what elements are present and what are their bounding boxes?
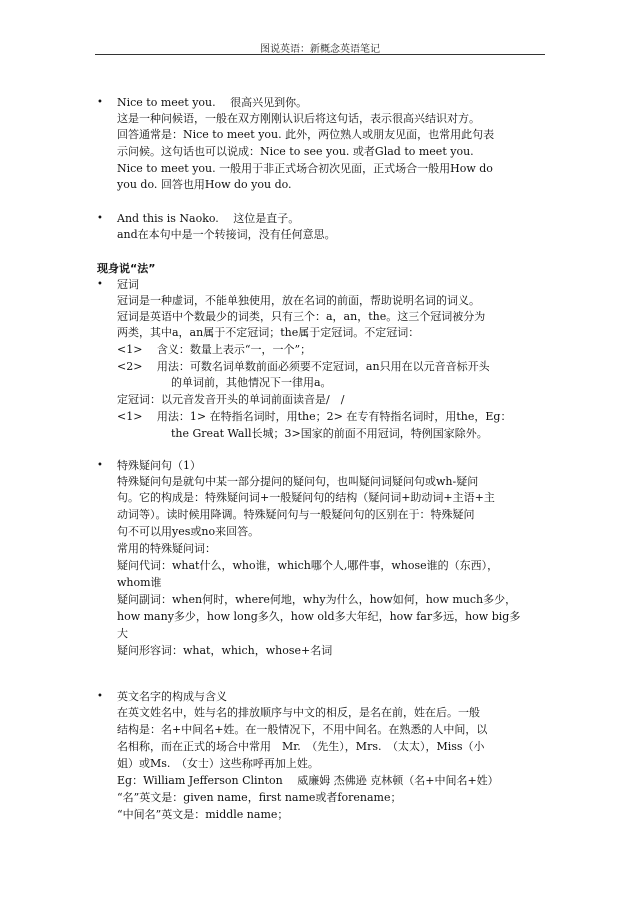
text-line: <1> 用法：1> 在特指名词时，用the；2> 在专有特指名词时，用the，Eg： [117, 410, 512, 423]
text-line: <1> 含义：数量上表示“一，一个”； [117, 343, 312, 356]
text-line: 疑问形容词：what，which，whose+名词 [117, 644, 333, 657]
text-line: “名”英文是：given name，first name或者forename； [117, 791, 402, 804]
bullet-marker: • [97, 97, 103, 108]
text-line: 大 [117, 627, 128, 640]
item-title: And this is Naoko. 这位是直子。 [117, 212, 300, 225]
text-line: <2> 用法：可数名词单数前面必须要不定冠词，an只用在以元音音标开头 [117, 360, 490, 373]
text-line: 疑问副词：when何时，where何地，why为什么，how如何，how much多少， [117, 593, 517, 606]
header-rule [95, 54, 545, 55]
text-line: 动词等）。读时候用降调。特殊疑问句与一般疑问句的区别在于：特殊疑问 [117, 508, 475, 521]
text-line: 句。它的构成是：特殊疑问词+一般疑问句的结构（疑问词+助动词+主语+主 [117, 491, 495, 504]
bullet-marker: • [97, 279, 103, 290]
text-line: and在本句中是一个转接词，没有任何意思。 [117, 228, 336, 241]
text-line: 两类，其中a，an属于不定冠词；the属于定冠词。不定冠词： [117, 326, 420, 339]
text-line: whom谁 [117, 576, 162, 589]
text-line: you do. 回答也用How do you do. [117, 178, 292, 191]
text-line: 定冠词：以元音发音开头的单词前面读音是/ / [117, 393, 345, 406]
text-line: 名相称，而在正式的场合中常用 Mr. （先生），Mrs. （太太），Miss（小 [117, 740, 485, 753]
item-title: 英文名字的构成与含义 [117, 690, 227, 703]
text-line: 特殊疑问句是就句中某一部分提问的疑问句，也叫疑问词疑问句或wh-疑问 [117, 475, 479, 488]
text-line: 的单词前，其他情况下一律用a。 [171, 376, 332, 389]
text-line: 示问候。这句话也可以说成：Nice to see you. 或者Glad to meet you. [117, 145, 474, 158]
text-line: 疑问代词：what什么，who谁，which哪个人,哪件事，whose谁的（东西）， [117, 559, 499, 572]
page-header: 图说英语：新概念英语笔记 [260, 44, 380, 55]
text-line: 在英文姓名中，姓与名的排放顺序与中文的相反，是名在前，姓在后。一般 [117, 706, 480, 719]
text-line: 冠词是英语中个数最少的词类，只有三个：a，an，the。这三个冠词被分为 [117, 310, 486, 323]
section-heading: 现身说“法” [97, 262, 156, 275]
text-line: Nice to meet you. 一般用于非正式场合初次见面，正式场合一般用How do [117, 162, 493, 175]
item-title: Nice to meet you. 很高兴见到你。 [117, 96, 308, 109]
item-title: 特殊疑问句（1） [117, 459, 201, 472]
text-line: “中间名”英文是：middle name； [117, 808, 289, 821]
item-title: 冠词 [117, 278, 139, 291]
bullet-marker: • [97, 213, 103, 224]
text-line: 冠词是一种虚词，不能单独使用，放在名词的前面，帮助说明名词的词义。 [117, 294, 480, 307]
text-line: 常用的特殊疑问词： [117, 542, 216, 555]
text-line: 姐）或Ms. （女士）这些称呼再加上姓。 [117, 757, 319, 770]
text-line: 回答通常是：Nice to meet you. 此外，两位熟人或朋友见面，也常用此句表 [117, 128, 495, 141]
text-line: how many多少，how long多久，how old多大年纪，how far多远，how big多 [117, 610, 521, 623]
text-line: 结构是：名+中间名+姓。在一般情况下，不用中间名。在熟悉的人中间，以 [117, 723, 488, 736]
text-line: the Great Wall长城；3>国家的前面不用冠词，特例国家除外。 [171, 427, 488, 440]
text-line: Eg：William Jefferson Clinton 威廉姆 杰佛逊 克林顿（名+中间名+姓） [117, 774, 499, 787]
text-line: 句不可以用yes或no来回答。 [117, 525, 260, 538]
bullet-marker: • [97, 460, 103, 471]
text-line: 这是一种问候语，一般在双方刚刚认识后将这句话，表示很高兴结识对方。 [117, 112, 480, 125]
bullet-marker: • [97, 691, 103, 702]
